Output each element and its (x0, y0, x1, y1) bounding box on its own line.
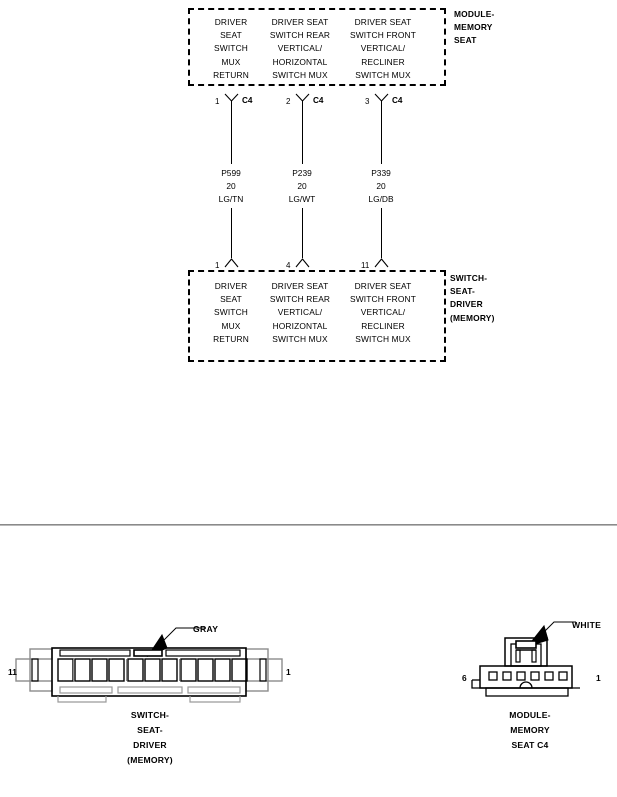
wire-p339-lower (381, 208, 382, 258)
wire-color-code: LG/TN (218, 194, 244, 204)
text-line: SWITCH REAR (269, 30, 331, 41)
bottom-pin-1-number: 1 (215, 261, 220, 270)
cavity-number-right-1: 1 (286, 667, 291, 677)
text-line: SWITCH- (130, 710, 170, 720)
wire-label-1 (201, 167, 261, 206)
wire-color-code: LG/DB (368, 194, 394, 204)
wire-p339-upper (381, 101, 382, 164)
text-line: DRIVER (214, 17, 248, 27)
text-line: RECLINER (361, 320, 405, 331)
cavity-number-left-6: 6 (462, 673, 467, 683)
gray-callout-label: GRAY (193, 624, 219, 634)
connector-caption-switch-seat-driver (110, 708, 190, 768)
top-pin-1-connector-id: C4 (242, 96, 253, 105)
wire-p599-upper (231, 101, 232, 164)
text-line: VERTICAL/ (277, 43, 323, 54)
top-component-name (454, 8, 494, 48)
text-line: SWITCH MUX (272, 333, 328, 344)
bottom-pin-4-number: 4 (286, 261, 291, 270)
text-line: SWITCH MUX (355, 333, 411, 344)
text-line: SWITCH FRONT (350, 30, 416, 41)
text-line: SEAT (454, 35, 477, 46)
text-line: RETURN (213, 333, 249, 344)
connector-body-11way (14, 647, 284, 707)
text-line: (MEMORY) (450, 312, 495, 323)
text-line: DRIVER SEAT (271, 17, 329, 27)
text-line: VERTICAL/ (360, 307, 406, 318)
bottom-pin-1-description (198, 280, 264, 346)
bottom-pin-4-description (262, 280, 338, 346)
connector-symbol-bottom-11 (374, 256, 390, 268)
wire-circuit-id: P339 (371, 168, 391, 178)
text-line: MEMORY (510, 725, 550, 735)
text-line: SEAT- (137, 725, 163, 735)
section-divider (0, 524, 617, 526)
top-pin-3-connector-id: C4 (392, 96, 403, 105)
text-line: SWITCH FRONT (350, 294, 416, 305)
bottom-component-name (450, 272, 495, 325)
text-line: SEAT C4 (511, 740, 549, 750)
text-line: DRIVER (133, 740, 167, 750)
top-pin-2-connector-id: C4 (313, 96, 324, 105)
connector-body-6way (470, 636, 590, 698)
text-line: MODULE- (509, 710, 551, 720)
text-line: SEAT (220, 30, 242, 41)
connector-view-module-memory-seat-c4 (450, 612, 617, 772)
text-line: HORIZONTAL (272, 56, 328, 67)
white-callout-label: WHITE (572, 620, 602, 630)
wire-color-code: LG/WT (288, 194, 316, 204)
connector-caption-module-memory-seat (490, 708, 570, 753)
top-pin-3-number: 3 (365, 97, 370, 106)
text-line: MODULE- (454, 9, 495, 19)
text-line: DRIVER SEAT (271, 281, 329, 291)
wire-p239-upper (302, 101, 303, 164)
top-pin-2-description (262, 16, 338, 82)
text-line: SWITCH REAR (269, 294, 331, 305)
connector-symbol-bottom-1 (224, 256, 240, 268)
text-line: SWITCH- (450, 273, 488, 283)
text-line: DRIVER (450, 299, 483, 310)
bottom-pin-11-number: 11 (361, 261, 370, 270)
wire-gauge: 20 (376, 181, 386, 191)
top-pin-1-number: 1 (215, 97, 220, 106)
text-line: SEAT (220, 294, 242, 305)
top-pin-1-description (198, 16, 264, 82)
cavity-number-left-11: 11 (8, 667, 17, 677)
text-line: RECLINER (361, 56, 405, 67)
wire-p239-lower (302, 208, 303, 258)
wire-gauge: 20 (297, 181, 307, 191)
text-line: SWITCH (214, 307, 248, 318)
cavity-number-right-1: 1 (596, 673, 601, 683)
top-pin-3-description (342, 16, 424, 82)
text-line: SEAT- (450, 286, 476, 297)
text-line: DRIVER SEAT (354, 17, 412, 27)
text-line: MUX (221, 56, 241, 67)
top-pin-2-number: 2 (286, 97, 291, 106)
text-line: HORIZONTAL (272, 320, 328, 331)
text-line: VERTICAL/ (277, 307, 323, 318)
bottom-pin-11-description (342, 280, 424, 346)
connector-symbol-top-1 (224, 93, 240, 105)
connector-symbol-bottom-4 (295, 256, 311, 268)
wire-gauge: 20 (226, 181, 236, 191)
text-line: MUX (221, 320, 241, 331)
text-line: DRIVER (214, 281, 248, 291)
text-line: SWITCH MUX (272, 69, 328, 80)
wire-circuit-id: P599 (221, 168, 241, 178)
text-line: VERTICAL/ (360, 43, 406, 54)
text-line: RETURN (213, 69, 249, 80)
text-line: SWITCH MUX (355, 69, 411, 80)
wire-label-3 (351, 167, 411, 206)
wire-circuit-id: P239 (292, 168, 312, 178)
connector-view-switch-seat-driver (0, 612, 300, 772)
wire-label-2 (272, 167, 332, 206)
connector-symbol-top-3 (374, 93, 390, 105)
text-line: DRIVER SEAT (354, 281, 412, 291)
wire-p599-lower (231, 208, 232, 258)
connector-symbol-top-2 (295, 93, 311, 105)
text-line: SWITCH (214, 43, 248, 54)
text-line: (MEMORY) (127, 755, 173, 765)
text-line: MEMORY (454, 22, 493, 33)
